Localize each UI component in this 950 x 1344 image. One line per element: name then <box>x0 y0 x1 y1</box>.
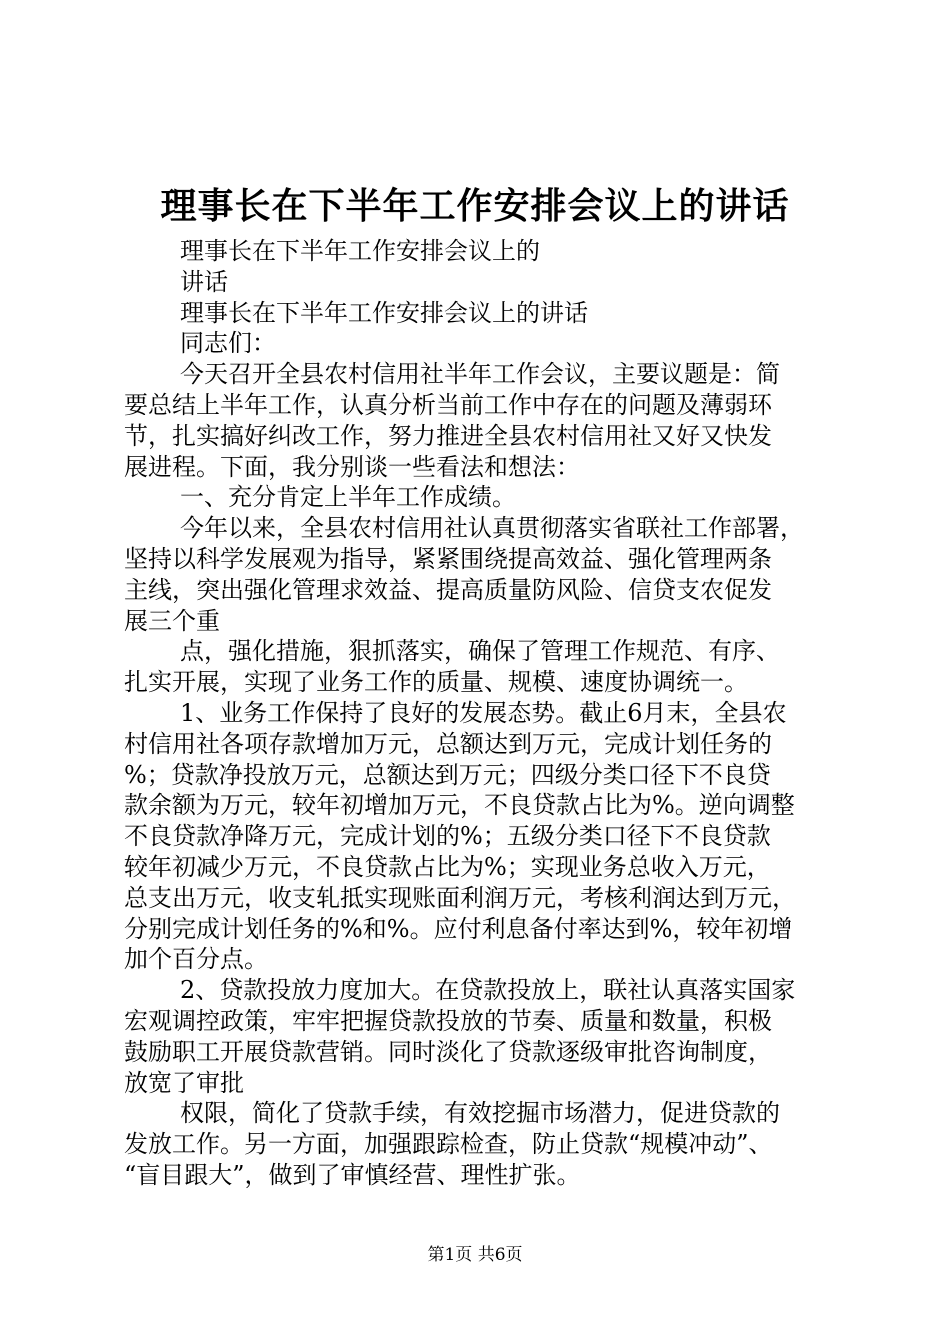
text-line: 点，强化措施，狠抓落实，确保了管理工作规范、有序、 <box>180 637 780 666</box>
text-line: 一、充分肯定上半年工作成绩。 <box>180 483 516 512</box>
text-line: 坚持以科学发展观为指导，紧紧围绕提高效益、强化管理两条 <box>124 544 772 573</box>
text-line: 2、贷款投放力度加大。在贷款投放上，联社认真落实国家 <box>180 976 796 1005</box>
text-line: %；贷款净投放万元，总额达到万元；四级分类口径下不良贷 <box>124 760 771 789</box>
text-line: 1、业务工作保持了良好的发展态势。截止6月末，全县农 <box>180 698 787 727</box>
text-line: 放宽了审批 <box>124 1068 244 1097</box>
text-line: 权限，简化了贷款手续，有效挖掘市场潜力，促进贷款的 <box>180 1099 780 1128</box>
text-line: 款余额为万元，较年初增加万元，不良贷款占比为%。逆向调整 <box>124 791 795 820</box>
text-line: 总支出万元，收支轧抵实现账面利润万元，考核利润达到万元， <box>124 883 796 912</box>
text-line: 节，扎实搞好纠改工作，努力推进全县农村信用社又好又快发 <box>124 421 772 450</box>
text-line: 分别完成计划任务的%和%。应付利息备付率达到%，较年初增 <box>124 914 793 943</box>
text-line: 主线，突出强化管理求效益、提高质量防风险、信贷支农促发 <box>124 575 772 604</box>
text-line: 今天召开全县农村信用社半年工作会议，主要议题是：简 <box>180 360 780 389</box>
text-line: 宏观调控政策，牢牢把握贷款投放的节奏、质量和数量，积极 <box>124 1006 772 1035</box>
text-line: 今年以来，全县农村信用社认真贯彻落实省联社工作部署， <box>180 514 804 543</box>
text-line: 讲话 <box>180 267 228 296</box>
document-body <box>124 236 832 1191</box>
text-line: 村信用社各项存款增加万元，总额达到万元，完成计划任务的 <box>124 729 772 758</box>
text-line: 发放工作。另一方面，加强跟踪检查，防止贷款“规模冲动”、 <box>124 1130 773 1159</box>
text-line: 不良贷款净降万元，完成计划的%；五级分类口径下不良贷款 <box>124 822 771 851</box>
text-line: 理事长在下半年工作安排会议上的 <box>180 237 540 265</box>
text-line: 要总结上半年工作，认真分析当前工作中存在的问题及薄弱环 <box>124 390 772 419</box>
page-footer: 第1页 共6页 <box>427 1245 523 1265</box>
text-line: 较年初减少万元，不良贷款占比为%；实现业务总收入万元， <box>124 852 771 881</box>
text-line: 鼓励职工开展贷款营销。同时淡化了贷款逐级审批咨询制度， <box>124 1037 772 1066</box>
text-line: 展进程。下面，我分别谈一些看法和想法： <box>124 452 580 481</box>
text-line: 加个百分点。 <box>124 945 268 974</box>
text-line: 扎实开展，实现了业务工作的质量、规模、速度协调统一。 <box>124 668 748 697</box>
document-title: 理事长在下半年工作安排会议上的讲话 <box>160 185 790 227</box>
text-line: “盲目跟大”，做到了审慎经营、理性扩张。 <box>124 1160 581 1189</box>
text-line: 理事长在下半年工作安排会议上的讲话 <box>180 298 588 327</box>
text-line: 展三个重 <box>124 606 220 635</box>
text-line: 同志们： <box>180 329 276 358</box>
